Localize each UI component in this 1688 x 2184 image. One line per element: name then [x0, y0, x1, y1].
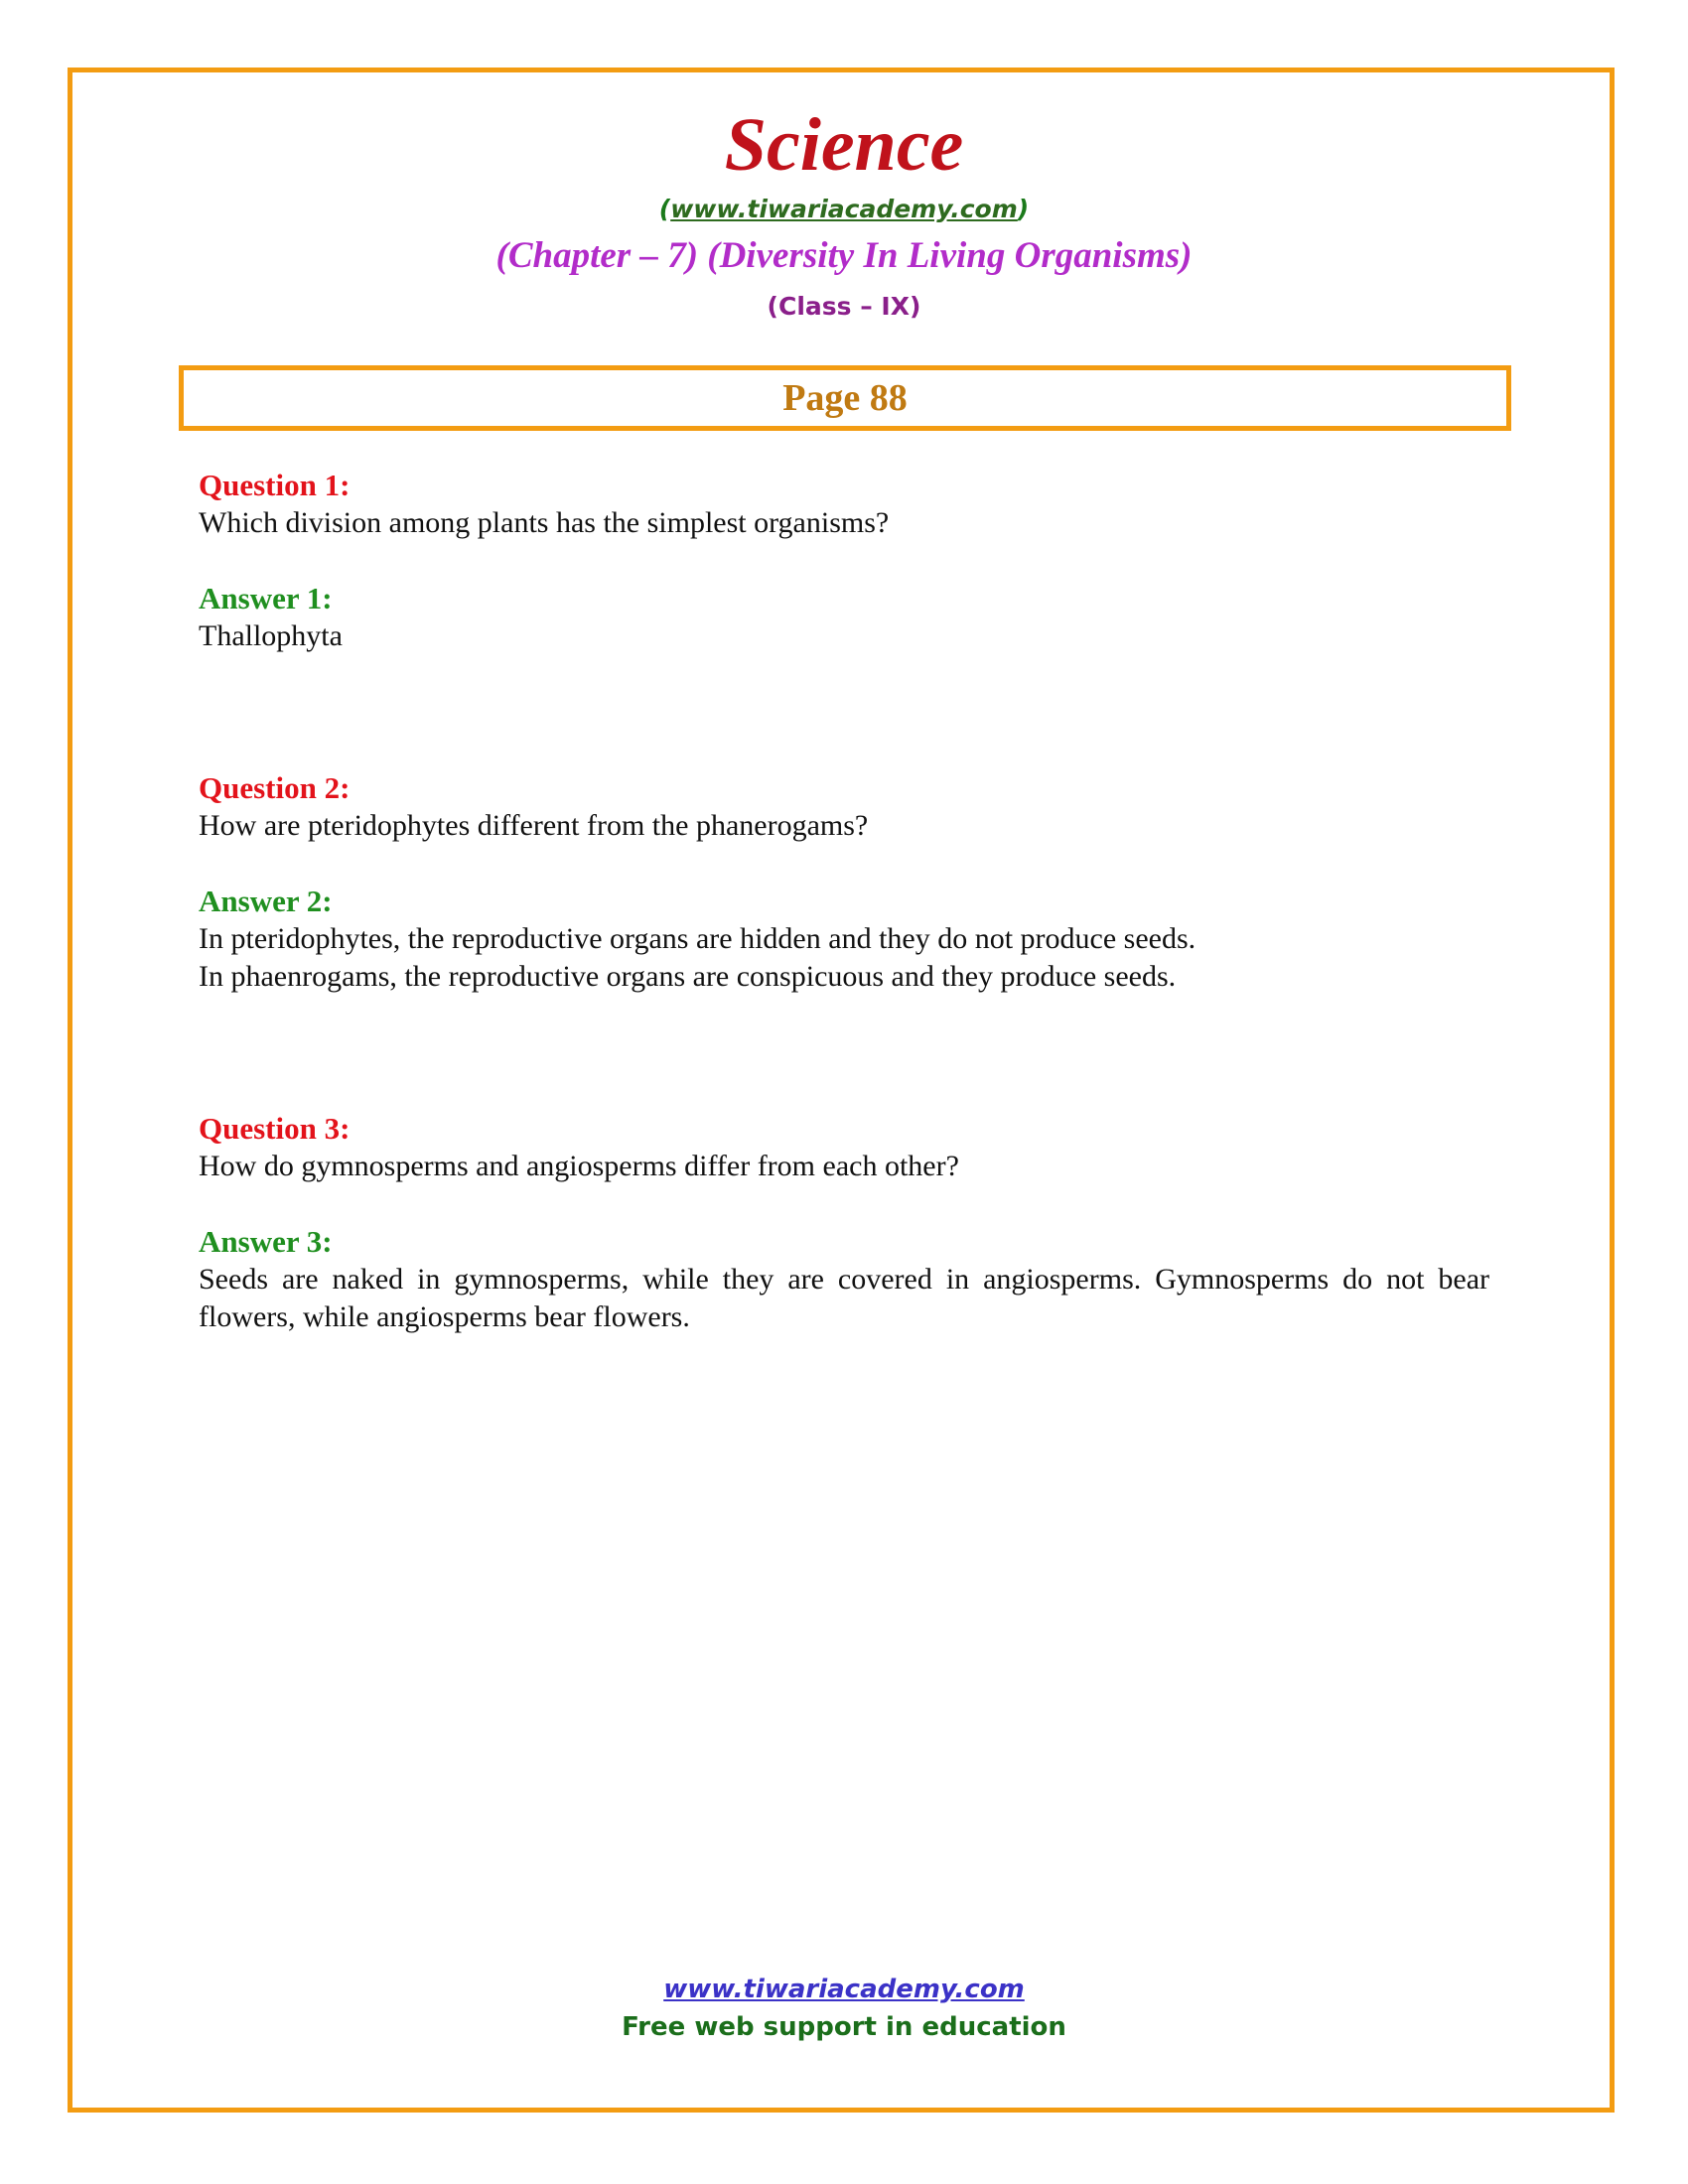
header-website-open-paren: ( — [658, 195, 671, 223]
answer-text-line-2: In phaenrogams, the reproductive organs are conspicuous and they produce seeds. — [199, 960, 1177, 993]
question-label: Question 1: — [199, 468, 351, 502]
question-text: How are pteridophytes different from the phanerogams? — [199, 809, 869, 842]
answer-label: Answer 3: — [199, 1224, 333, 1259]
chapter-title: (Chapter – 7) (Diversity In Living Organisms) — [495, 235, 1193, 276]
page-title: Science — [724, 103, 964, 187]
header-website-link[interactable]: www.tiwariacademy.com — [670, 195, 1018, 223]
page-footer — [0, 1971, 1688, 2046]
page-number-label: Page 88 — [782, 377, 908, 419]
class-label: (Class – IX) — [767, 292, 921, 321]
page-number-box — [179, 365, 1511, 431]
answer-text-line-1: In pteridophytes, the reproductive organs are hidden and they do not produce seeds. — [199, 922, 1196, 955]
footer-tagline: Free web support in education — [622, 2012, 1066, 2042]
qa-content — [199, 467, 1489, 1336]
qa-block-1 — [199, 467, 1489, 655]
answer-text: Thallophyta — [199, 619, 343, 652]
question-label: Question 2: — [199, 770, 351, 805]
header-website — [0, 193, 1688, 226]
answer-label: Answer 2: — [199, 884, 333, 918]
qa-block-3 — [199, 1110, 1489, 1336]
question-label: Question 3: — [199, 1111, 351, 1146]
page-header — [0, 99, 1688, 324]
header-website-close-paren: ) — [1017, 195, 1030, 223]
answer-text: Seeds are naked in gymnosperms, while they are covered in angiosperms. Gymnosperms do not bear flowers, while angiosperms bear flowers. — [199, 1263, 1489, 1333]
question-text: How do gymnosperms and angiosperms differ from each other? — [199, 1150, 959, 1182]
qa-block-2 — [199, 769, 1489, 996]
footer-website-link[interactable]: www.tiwariacademy.com — [663, 1975, 1025, 2004]
answer-label: Answer 1: — [199, 581, 333, 615]
question-text: Which division among plants has the simplest organisms? — [199, 506, 890, 539]
